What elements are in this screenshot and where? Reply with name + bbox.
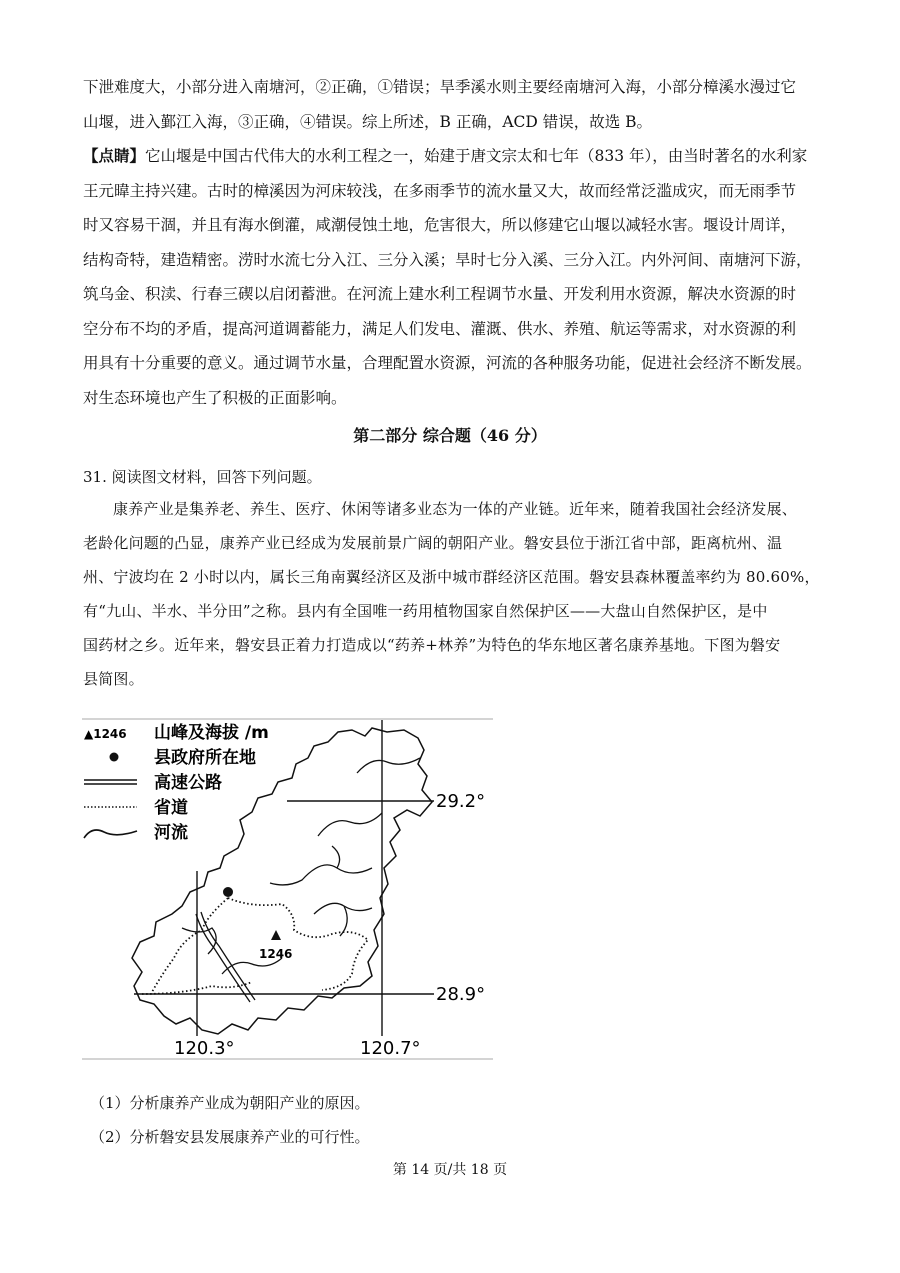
tip-paragraph (83, 139, 823, 415)
material-line: 国药材之乡。近年来，磐安县正着力打造成以“药养+林养”为特色的华东地区著名康养基地。下图为磐安 (83, 636, 781, 654)
river (270, 865, 372, 885)
tip-line: 空分布不均的矛盾，提高河道调蓄能力，满足人们发电、灌溉、供水、养殖、航运等需求，对水资源的利 (83, 319, 797, 338)
latitude-label-north: 29.2° (436, 791, 486, 812)
material-line: 老龄化问题的凸显，康养产业已经成为发展前景广阔的朝阳产业。磐安县位于浙江省中部，距离杭州、温 (83, 534, 783, 552)
river (318, 813, 382, 836)
longitude-label-west: 120.3° (174, 1038, 235, 1059)
provincial-road (152, 898, 228, 992)
provincial-road (228, 898, 368, 990)
longitude-label-east: 120.7° (360, 1038, 421, 1059)
material-line: 州、宁波均在 2 小时以内，属长三角南翼经济区及浙中城市群经济区范围。磐安县森林覆盖率约为 80.60%， (83, 568, 820, 586)
continuation-line: 山堰，进入鄞江入海，③正确，④错误。综上所述，B 正确，ACD 错误，故选 B。 (83, 112, 653, 131)
material-line: 县简图。 (83, 670, 144, 688)
sub-question-2: （2）分析磐安县发展康养产业的可行性。 (90, 1128, 370, 1146)
material-line: 康养产业是集养老、养生、医疗、休闲等诸多业态为一体的产业链。近年来，随着我国社会经济发展、 (113, 500, 798, 518)
panan-county-map (82, 718, 493, 1060)
answer-continuation (83, 70, 823, 139)
material-line: 有“九山、半水、半分田”之称。县内有全国唯一药用植物国家自然保护区——大盘山自然保护区，是中 (83, 602, 768, 620)
county-seat-legend-icon (110, 753, 119, 762)
legend-seat-label: 县政府所在地 (154, 748, 256, 768)
peak-marker-icon (271, 930, 281, 940)
section-title: 第二部分 综合题（46 分） (353, 426, 547, 445)
river (314, 903, 372, 914)
tip-line: 筑乌金、积渎、行春三碶以启闭蓄泄。在河流上建水利工程调节水量、开发利用水资源，解决水资源的时 (83, 285, 797, 303)
sub-question-1: （1）分析康养产业成为朝阳产业的原因。 (90, 1094, 370, 1112)
legend-river-label: 河流 (154, 823, 188, 843)
tip-line: 用具有十分重要的意义。通过调节水量，合理配置水资源，河流的各种服务功能，促进社会经济不断发展。 (83, 354, 812, 372)
tip-line: 王元暐主持兴建。古时的樟溪因为河床较浅，在多雨季节的流水量又大，故而经常泛滥成灾，而无雨季节 (83, 181, 797, 200)
legend-highway-label: 高速公路 (154, 773, 222, 793)
tip-line: 时又容易干涸，并且有海水倒灌，咸潮侵蚀土地，危害很大，所以修建它山堰以减轻水害。堰设计周详， (83, 216, 797, 234)
legend-provincial-label: 省道 (154, 798, 188, 818)
tip-line (83, 139, 823, 174)
tip-line-text: 它山堰是中国古代伟大的水利工程之一，始建于唐文宗太和七年（833 年），由当时著名的水利家 (145, 147, 808, 165)
continuation-line: 下泄难度大，小部分进入南塘河，②正确，①错误；旱季溪水则主要经南塘河入海，小部分樟溪水漫过它 (83, 78, 797, 96)
tip-line: 对生态环境也产生了积极的正面影响。 (83, 388, 347, 407)
tip-line: 结构奇特，建造精密。涝时水流七分入江、三分入溪；旱时七分入溪、三分入江。内外河间、南塘河下游， (83, 250, 812, 269)
question-material (83, 492, 823, 696)
river-legend-icon (84, 830, 137, 838)
river (357, 758, 420, 773)
county-seat-marker (223, 887, 233, 897)
question-number: 31. 阅读图文材料，回答下列问题。 (83, 468, 322, 486)
legend-peak-label: 山峰及海拔 /m (154, 723, 269, 743)
tip-label: 【点睛】 (83, 146, 146, 165)
legend-peak-symbol: ▲1246 (84, 727, 127, 741)
highway (196, 914, 250, 1002)
peak-elevation-label: 1246 (259, 947, 293, 961)
page-footer: 第 14 页/共 18 页 (392, 1162, 508, 1178)
latitude-label-south: 28.9° (436, 984, 486, 1005)
